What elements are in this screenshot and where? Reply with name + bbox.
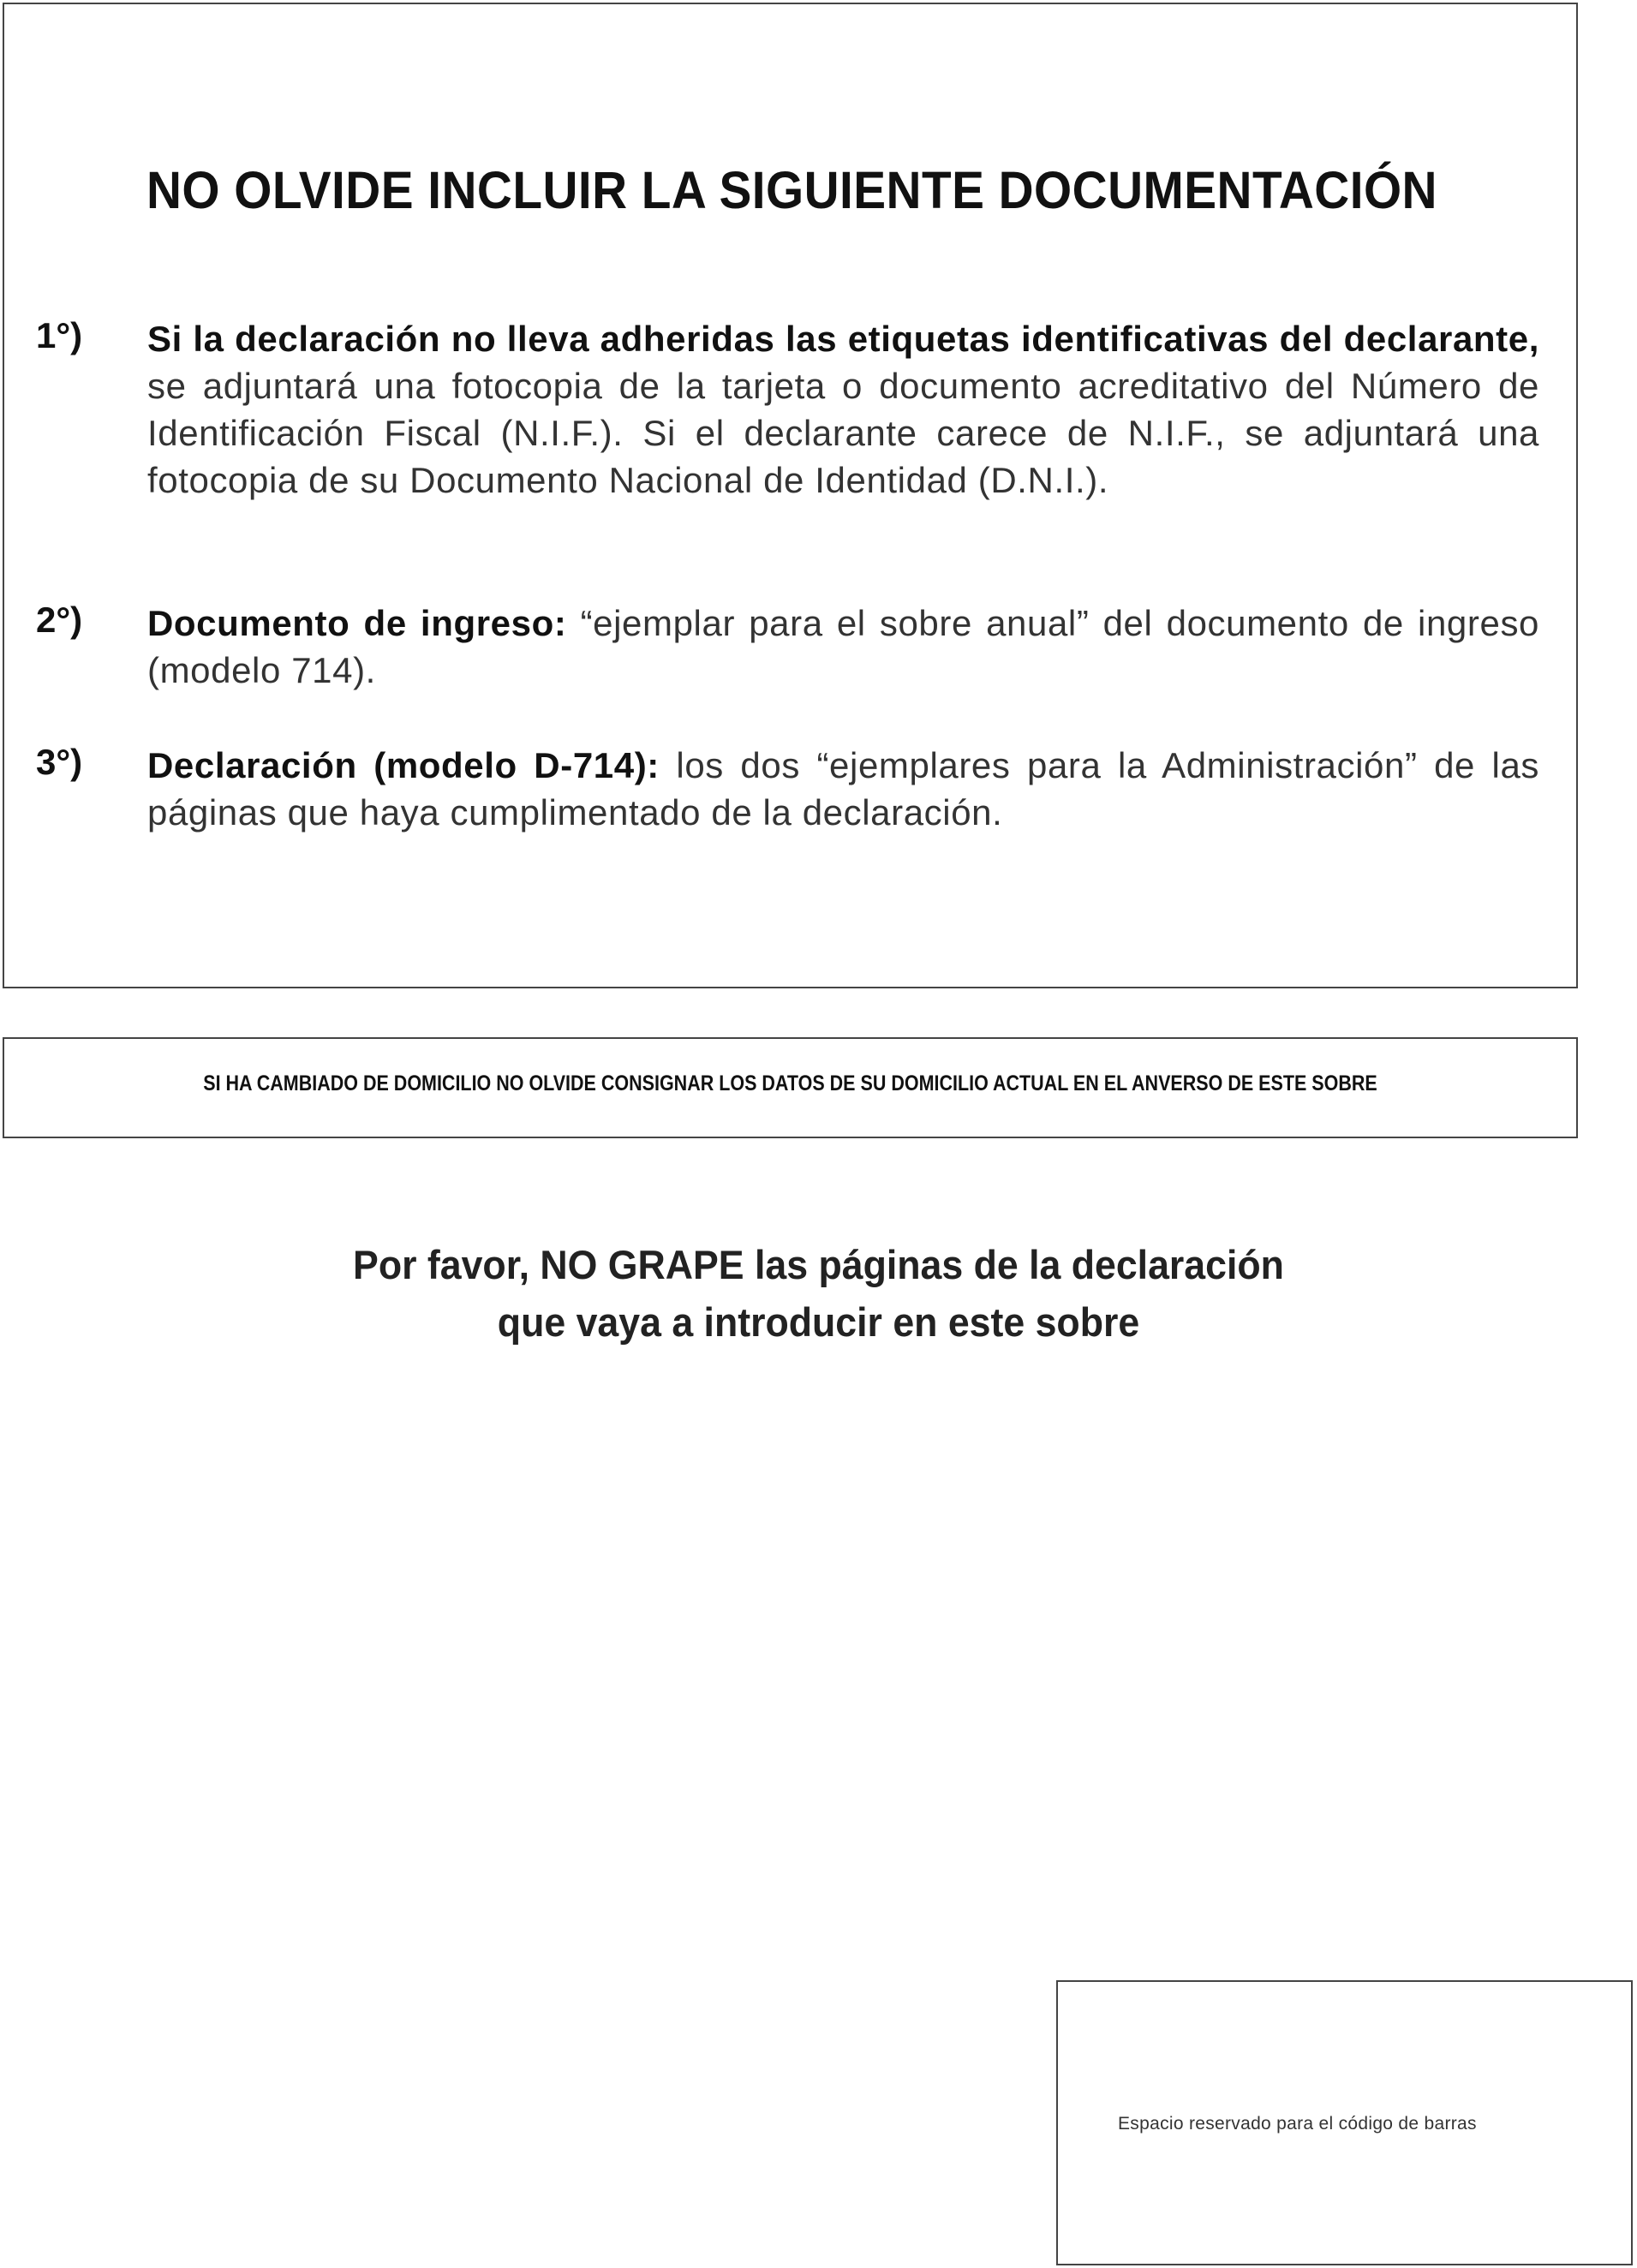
no-staple-line-2: que vaya a introducir en este sobre: [497, 1299, 1140, 1345]
barcode-reserved-label: Espacio reservado para el código de barras: [1118, 2114, 1477, 2134]
item-bold-text: Si la declaración no lleva adheridas las etiquetas identificativas del declarante,: [147, 319, 1539, 359]
no-staple-notice: [0, 1236, 1637, 1351]
address-change-box: [3, 1037, 1578, 1138]
item-body-text: los dos “ejemplares para la Administración” de las páginas que haya cumplimentado de la declaración.: [147, 745, 1539, 833]
item-body-text: se adjuntará una fotocopia de la tarjeta o documento acreditativo del Número de Identificación Fiscal (N.I.F.). Si el declarante carece de N.I.F., se adjuntará una fotocopia de su Documento Nacional de Identidad (D.N.I.).: [147, 366, 1539, 500]
item-bold-text: Declaración (modelo D-714):: [147, 745, 660, 785]
item-bold-text: Documento de ingreso:: [147, 603, 567, 643]
item-text: [147, 600, 1539, 694]
item-text: [147, 742, 1539, 836]
item-number: 1°): [36, 315, 83, 355]
item-number: 3°): [36, 742, 83, 782]
item-text: [147, 315, 1539, 504]
no-staple-line-1: Por favor, NO GRAPE las páginas de la declaración: [353, 1242, 1284, 1287]
item-body-text: “ejemplar para el sobre anual” del documento de ingreso (modelo 714).: [147, 603, 1539, 690]
item-number: 2°): [36, 600, 83, 640]
address-change-notice: SI HA CAMBIADO DE DOMICILIO NO OLVIDE CONSIGNAR LOS DATOS DE SU DOMICILIO ACTUAL EN EL ANVERSO DE ESTE SOBRE: [203, 1071, 1377, 1095]
barcode-reserved-box: [1056, 1980, 1633, 2265]
required-documents-title: NO OLVIDE INCLUIR LA SIGUIENTE DOCUMENTACIÓN: [146, 161, 1437, 219]
